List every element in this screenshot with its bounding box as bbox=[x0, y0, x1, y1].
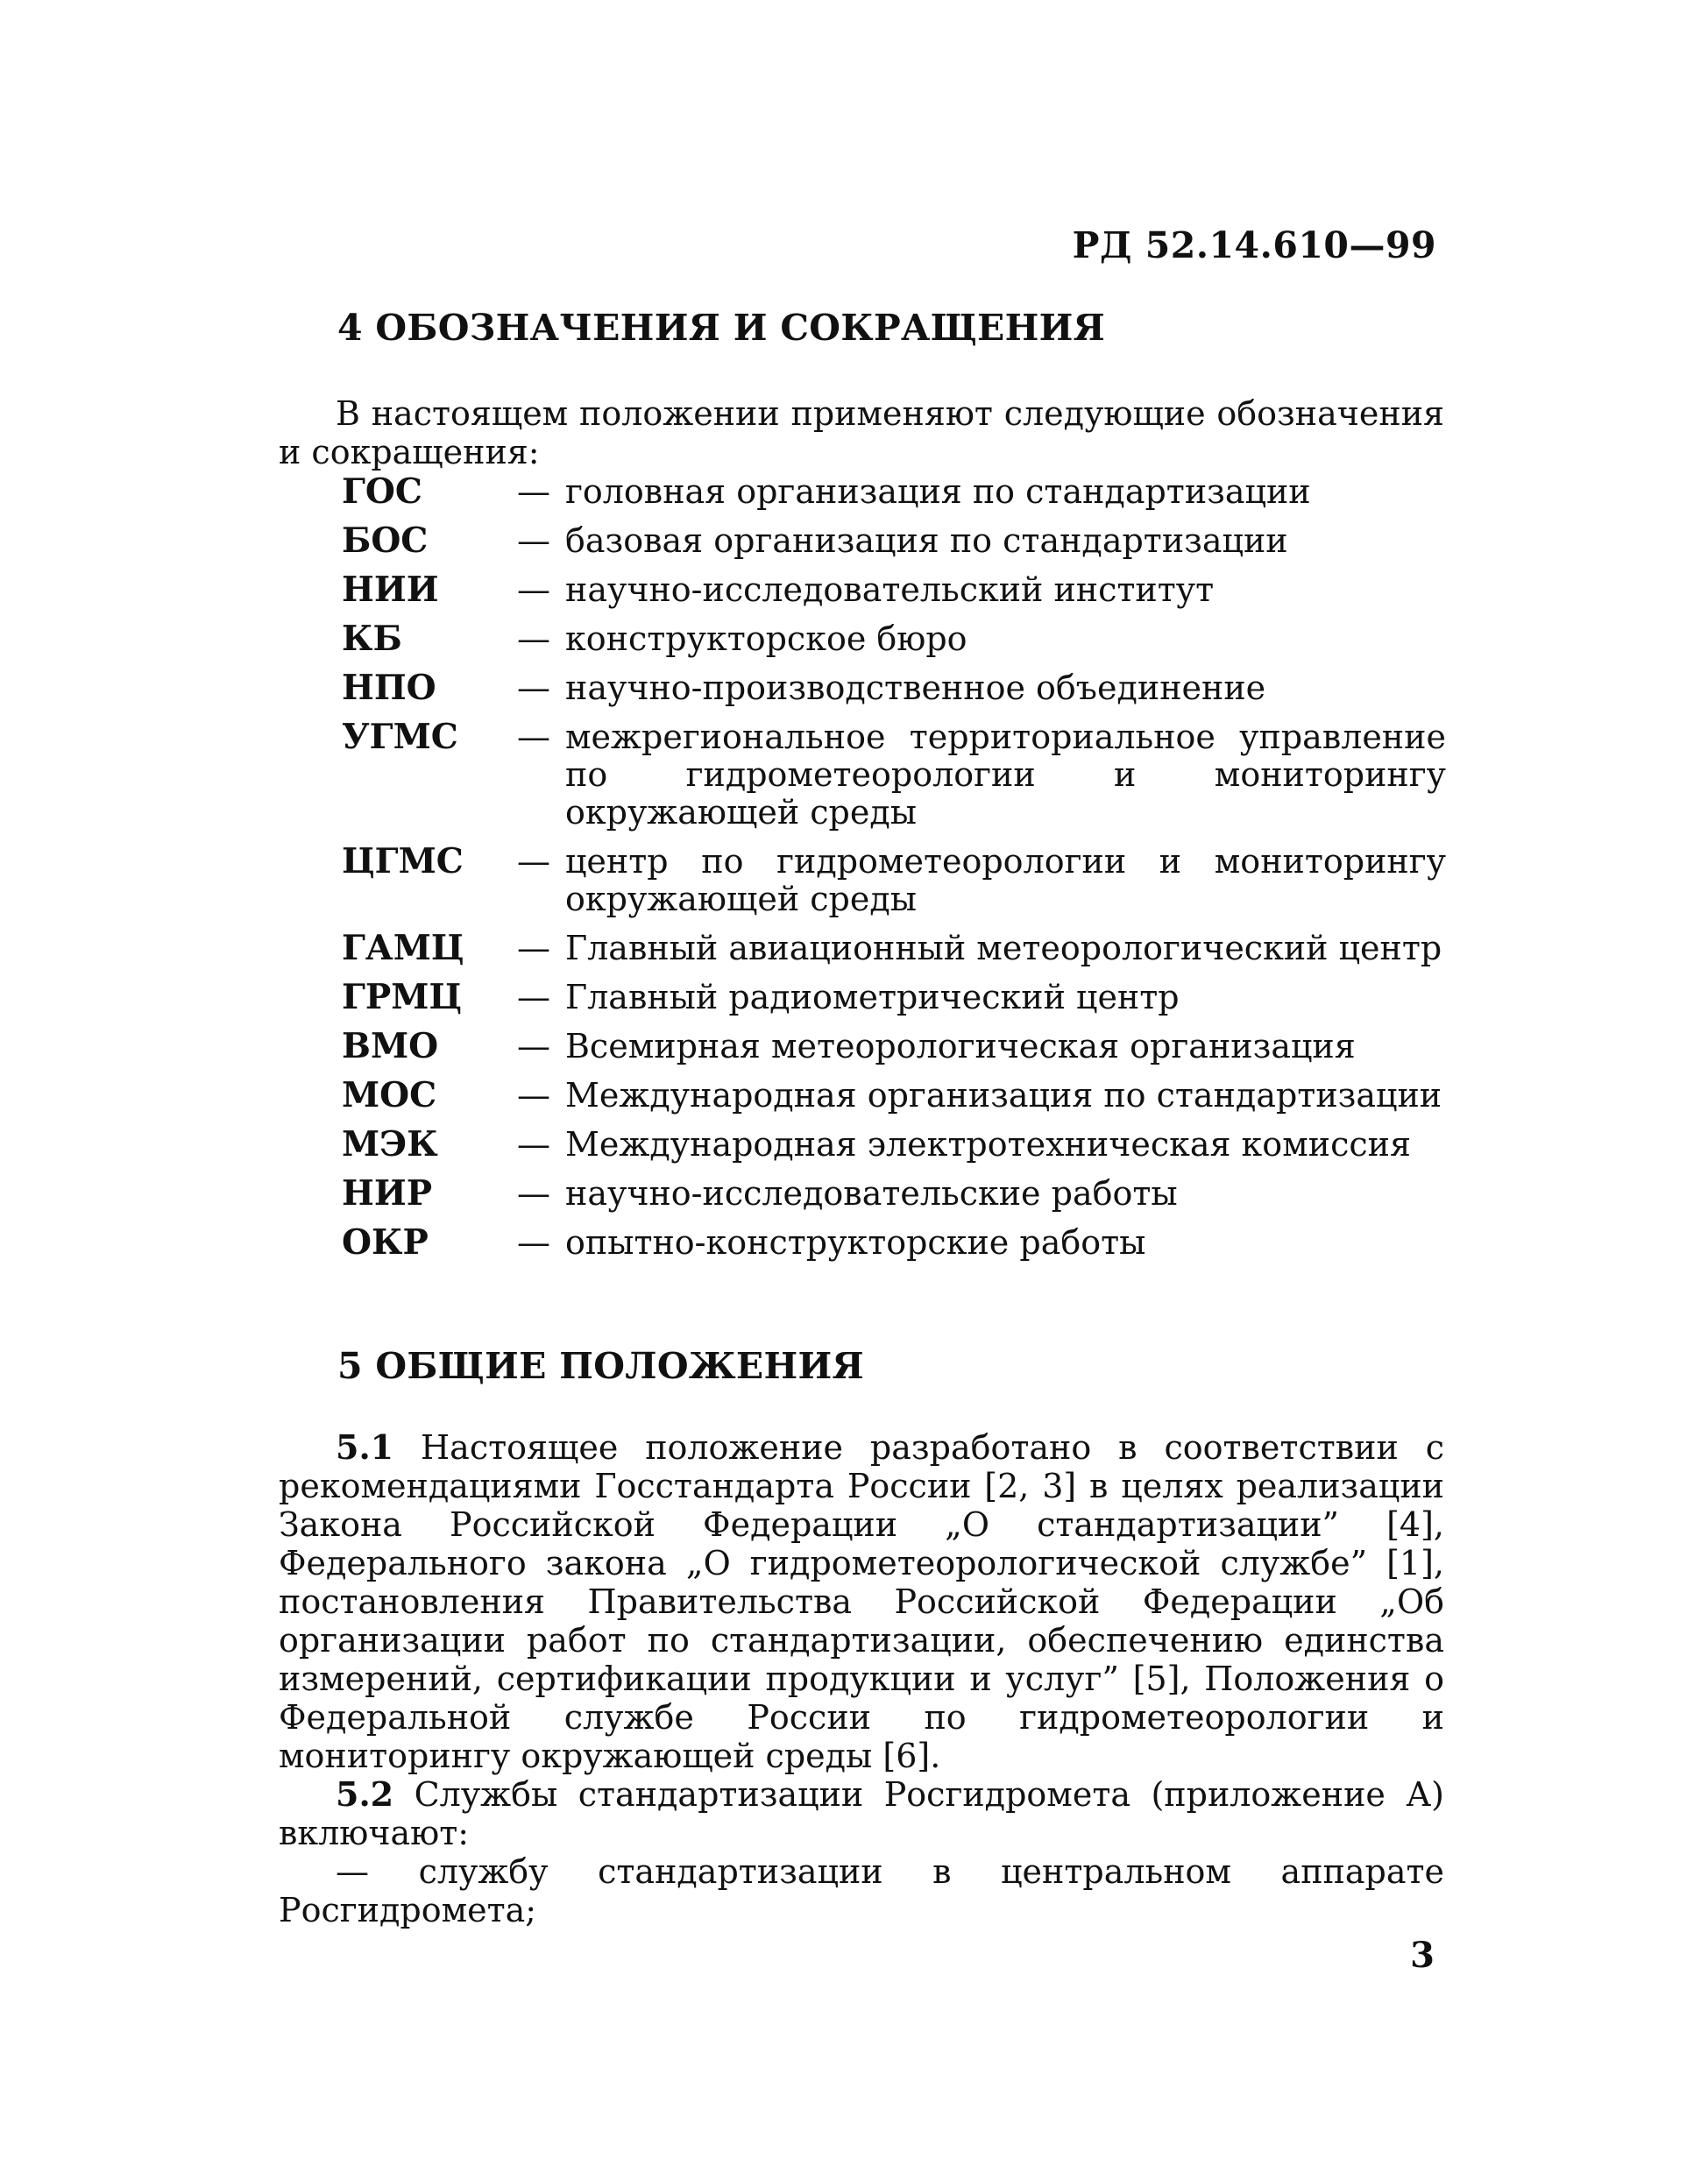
abbreviation-dash: — bbox=[517, 978, 550, 1016]
section-5-body bbox=[279, 1428, 1444, 1929]
abbreviation-definition: научно-исследовательские работы bbox=[565, 1174, 1178, 1213]
section-4-title: 4 ОБОЗНАЧЕНИЯ И СОКРАЩЕНИЯ bbox=[337, 307, 1106, 349]
abbreviation-term: МОС bbox=[342, 1075, 437, 1115]
abbreviation-row bbox=[342, 1175, 1446, 1213]
abbreviation-row bbox=[342, 1028, 1446, 1065]
paragraph bbox=[279, 1428, 1444, 1775]
section-5-title: 5 ОБЩИЕ ПОЛОЖЕНИЯ bbox=[337, 1345, 865, 1387]
abbreviation-dash: — bbox=[517, 718, 550, 756]
abbreviation-term: ГОС bbox=[342, 471, 422, 512]
paragraph bbox=[279, 1775, 1444, 1852]
abbreviation-row bbox=[342, 843, 1446, 918]
abbreviation-definition: базовая организация по стандартизации bbox=[565, 521, 1288, 560]
abbreviation-dash: — bbox=[517, 669, 550, 707]
abbreviation-row bbox=[342, 669, 1446, 707]
abbreviation-dash: — bbox=[517, 929, 550, 967]
abbreviation-dash: — bbox=[517, 1027, 550, 1065]
paragraph-text: — службу стандартизации в центральном аппарате Росгидромета; bbox=[279, 1852, 1444, 1929]
section-4-intro-text: В настоящем положении применяют следующие обозначения и сокращения: bbox=[279, 394, 1444, 471]
section-4-intro bbox=[279, 394, 1444, 471]
abbreviation-definition: Международная организация по стандартизации bbox=[565, 1076, 1442, 1115]
abbreviation-dash: — bbox=[517, 619, 550, 658]
abbreviation-definition: центр по гидрометеорологии и мониторингу окружающей среды bbox=[565, 842, 1446, 918]
abbreviation-definition: головная организация по стандартизации bbox=[565, 472, 1311, 511]
abbreviation-dash: — bbox=[517, 521, 550, 560]
abbreviation-dash: — bbox=[517, 472, 550, 511]
paragraph-text: Службы стандартизации Росгидромета (приложение А) включают: bbox=[279, 1775, 1444, 1852]
abbreviation-definition: межрегиональное территориальное управление по гидрометеорологии и мониторингу окружающей среды bbox=[565, 718, 1446, 832]
abbreviation-term: ГРМЦ bbox=[342, 977, 463, 1017]
abbreviation-term: НИИ bbox=[342, 570, 439, 610]
abbreviation-dash: — bbox=[517, 1223, 550, 1262]
abbreviation-definition: Главный радиометрический центр bbox=[565, 978, 1180, 1016]
abbreviation-dash: — bbox=[517, 842, 550, 881]
abbreviation-definition: научно-исследовательский институт bbox=[565, 570, 1215, 609]
abbreviation-term: НПО bbox=[342, 668, 436, 708]
abbreviation-term: УГМС bbox=[342, 717, 458, 757]
abbreviation-row bbox=[342, 979, 1446, 1016]
abbreviation-term: БОС bbox=[342, 520, 429, 561]
abbreviation-definition: конструкторское бюро bbox=[565, 619, 967, 658]
abbreviation-row bbox=[342, 930, 1446, 967]
abbreviation-term: ОКР bbox=[342, 1222, 429, 1263]
abbreviation-definition: научно-производственное объединение bbox=[565, 669, 1266, 707]
abbreviation-term: НИР bbox=[342, 1173, 433, 1214]
abbreviation-term: ВМО bbox=[342, 1026, 439, 1066]
abbreviation-row bbox=[342, 1224, 1446, 1262]
abbreviation-definition: опытно-конструкторские работы bbox=[565, 1223, 1146, 1262]
document-code: РД 52.14.610—99 bbox=[1072, 224, 1436, 266]
abbreviation-row bbox=[342, 718, 1446, 832]
abbreviation-term: ГАМЦ bbox=[342, 928, 464, 968]
abbreviation-definition: Всемирная метеорологическая организация bbox=[565, 1027, 1356, 1065]
abbreviation-term: КБ bbox=[342, 619, 402, 659]
abbreviation-term: ЦГМС bbox=[342, 841, 464, 881]
page-number: 3 bbox=[1410, 1935, 1435, 1976]
abbreviation-row bbox=[342, 473, 1446, 511]
paragraph-number: 5.1 bbox=[336, 1427, 394, 1467]
abbreviation-row bbox=[342, 1126, 1446, 1164]
paragraph-number: 5.2 bbox=[336, 1774, 394, 1814]
abbreviation-row bbox=[342, 522, 1446, 560]
paragraph bbox=[279, 1852, 1444, 1929]
paragraph-text: Настоящее положение разработано в соответствии с рекомендациями Госстандарта России [2, 3] в целях реализации Закона Российской Федерации „О стандартизации” [4], Федерального закона „О гидрометеорологической службе” [1], постановления Правительства Российской Федерации „Об организации работ по стандартизации, обеспечению единства измерений, сертификации продукции и услуг” [5], Положения о Федеральной службе России по гидрометеорологии и мониторингу окружающей среды [6]. bbox=[279, 1428, 1444, 1775]
abbreviation-dash: — bbox=[517, 1076, 550, 1115]
abbreviation-row bbox=[342, 1077, 1446, 1115]
abbreviation-list bbox=[342, 473, 1446, 1273]
abbreviation-dash: — bbox=[517, 1174, 550, 1213]
abbreviation-dash: — bbox=[517, 1125, 550, 1164]
abbreviation-dash: — bbox=[517, 570, 550, 609]
abbreviation-row bbox=[342, 571, 1446, 609]
abbreviation-row bbox=[342, 620, 1446, 658]
abbreviation-definition: Главный авиационный метеорологический центр bbox=[565, 929, 1442, 967]
abbreviation-definition: Международная электротехническая комиссия bbox=[565, 1125, 1411, 1164]
abbreviation-term: МЭК bbox=[342, 1124, 438, 1164]
